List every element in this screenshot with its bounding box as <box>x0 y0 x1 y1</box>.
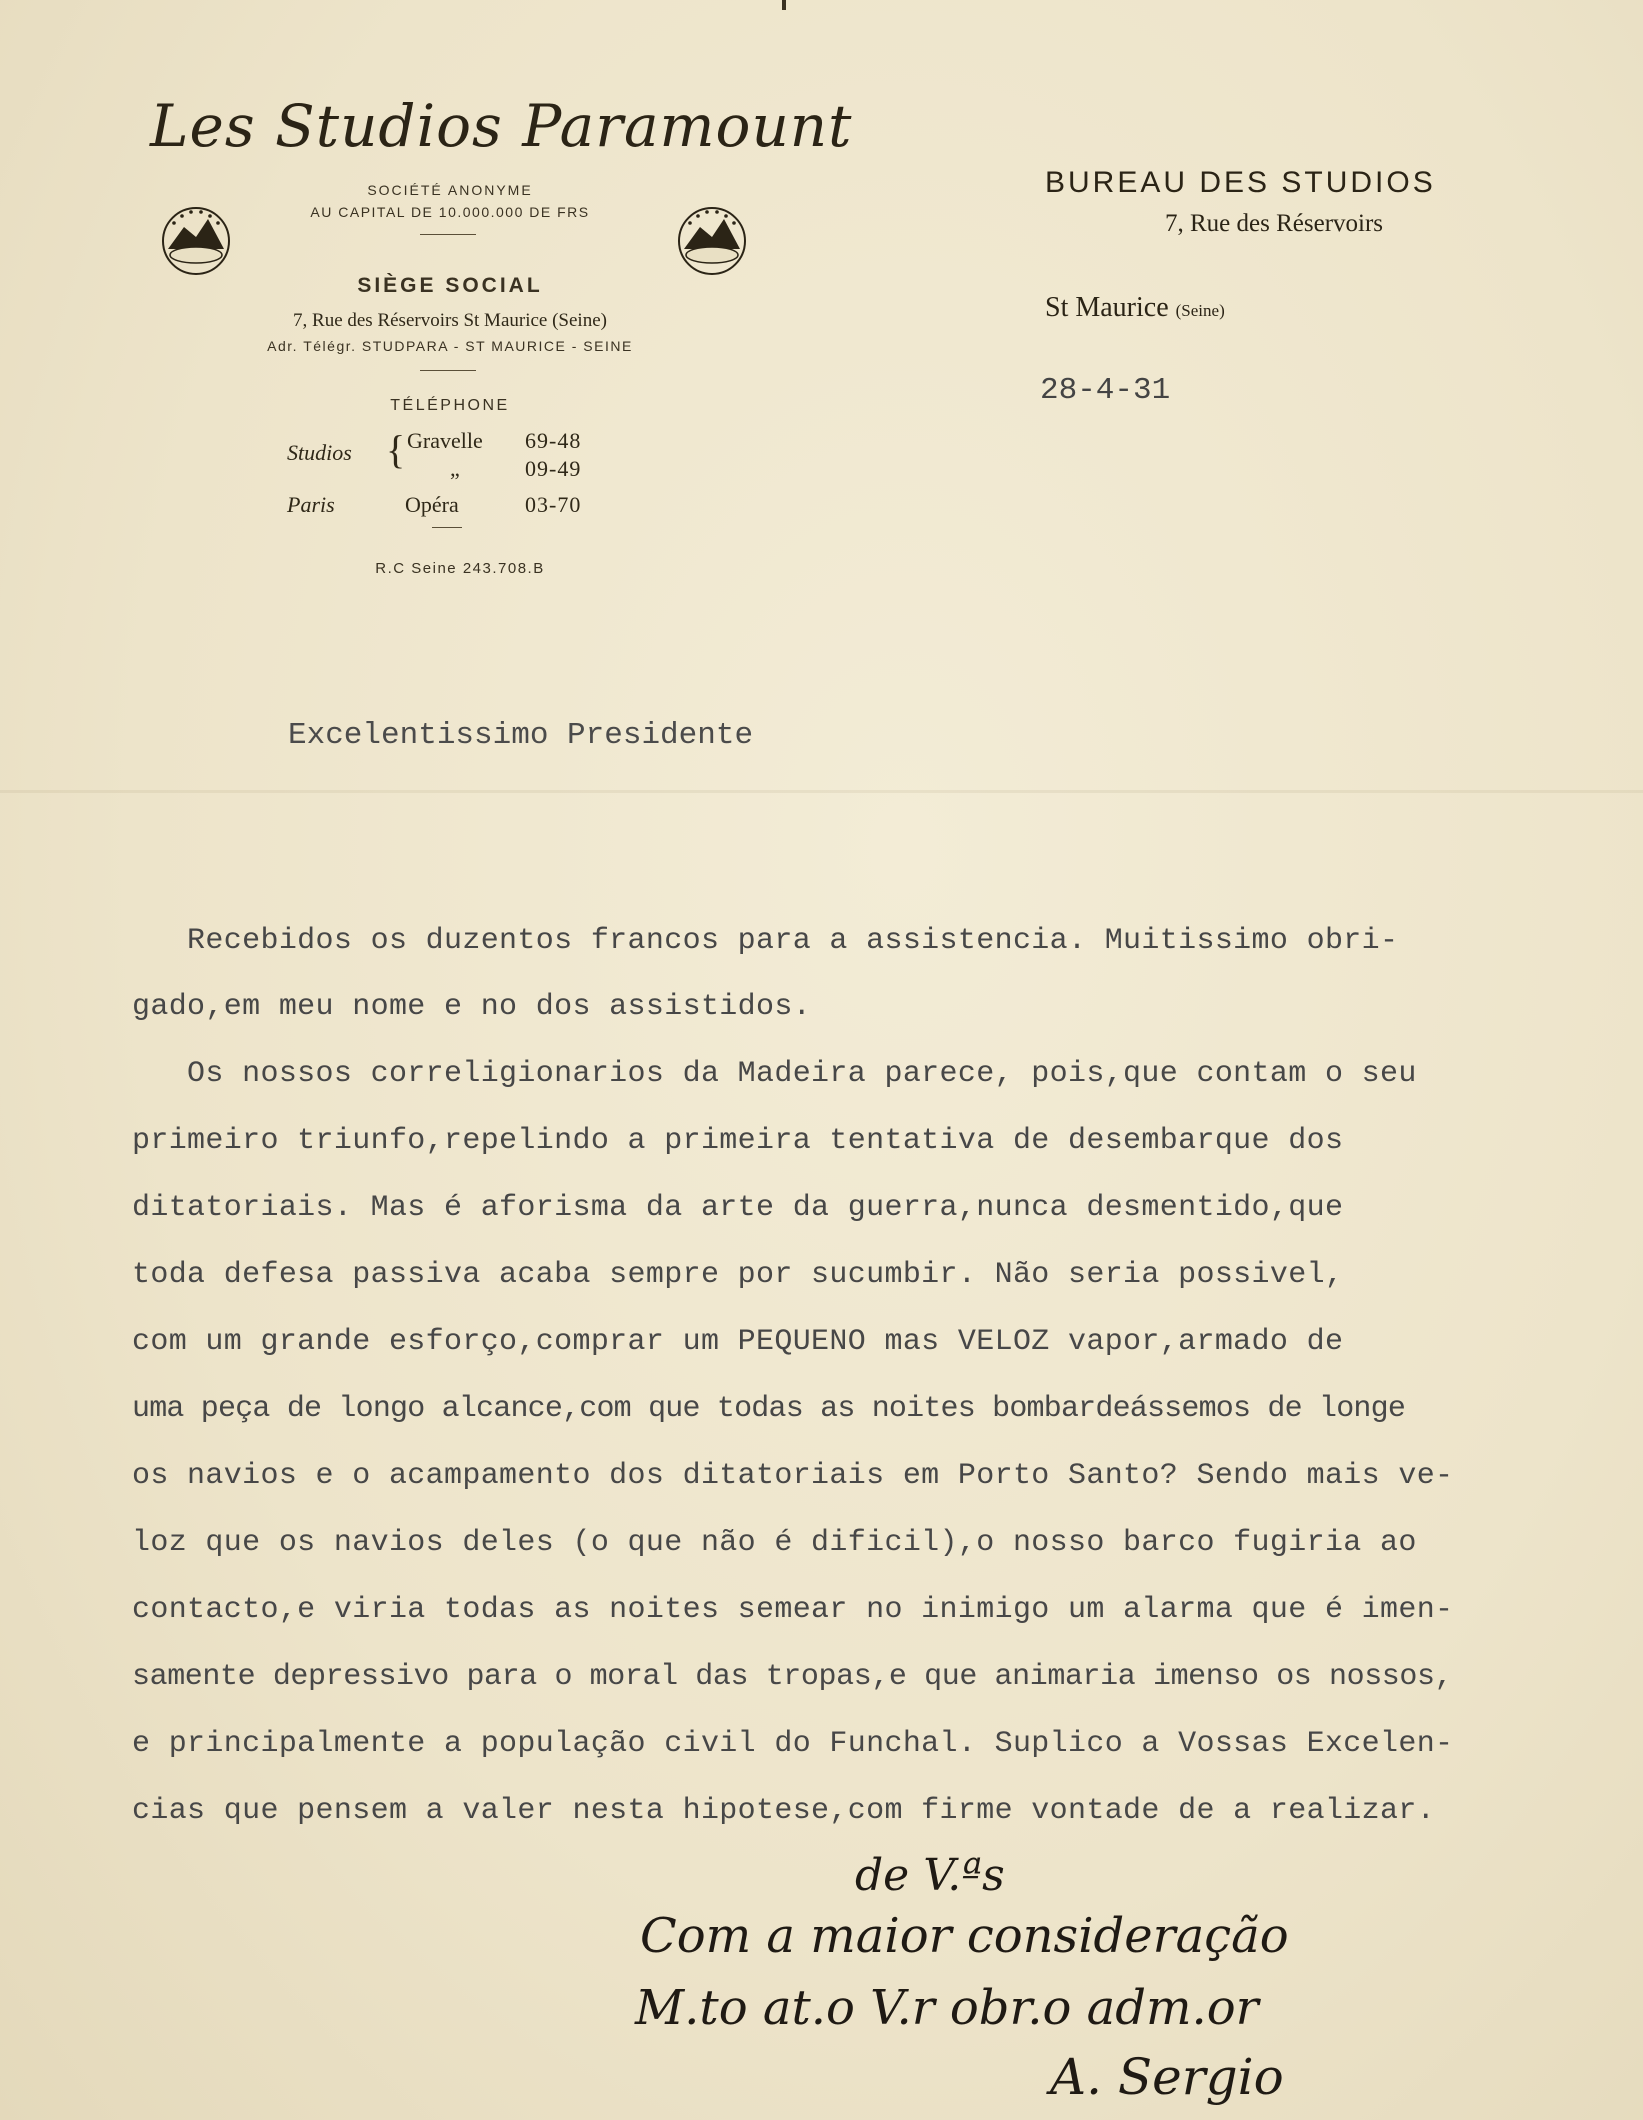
body-line: toda defesa passiva acaba sempre por sucumbir. Não seria possivel, <box>132 1258 1344 1292</box>
company-capital: AU CAPITAL DE 10.000.000 DE FRS <box>310 204 590 220</box>
body-line: os navios e o acampamento dos ditatoriais em Porto Santo? Sendo mais ve- <box>132 1459 1454 1493</box>
company-type: SOCIÉTÉ ANONYME <box>367 182 533 198</box>
telephone-title: TÉLÉPHONE <box>390 397 510 414</box>
body-line: e principalmente a população civil do Funchal. Suplico a Vossas Excelen- <box>132 1727 1454 1761</box>
body-line: Os nossos correligionarios da Madeira parece, pois,que contam o seu <box>132 1057 1417 1091</box>
phone-exchange-1: Gravelle <box>407 428 483 453</box>
closing-line-2: Com a maior consideração <box>640 1908 1289 1964</box>
phone-studios-label: Studios <box>287 440 352 465</box>
phone-brace: { <box>386 427 406 472</box>
city-department: (Seine) <box>1175 301 1225 320</box>
bureau-address: 7, Rue des Réservoirs <box>1165 210 1384 237</box>
body-line: samente depressivo para o moral das tropas,e que animaria imenso os nossos, <box>132 1660 1453 1694</box>
closing-line-1: de V.ªs <box>855 1850 1005 1901</box>
phone-exchange-3: Opéra <box>405 492 459 517</box>
closing-line-3: M.to at.o V.r obr.o adm.or <box>635 1980 1259 2036</box>
body-line: ditatoriais. Mas é aforisma da arte da guerra,nunca desmentido,que <box>132 1191 1344 1225</box>
siege-social-title: SIÈGE SOCIAL <box>357 274 543 297</box>
body-line: com um grande esforço,comprar um PEQUENO mas VELOZ vapor,armado de <box>132 1325 1344 1359</box>
phone-exchange-2: „ <box>450 456 460 481</box>
salutation: Excelentissimo Presidente <box>288 718 754 753</box>
body-line: Recebidos os duzentos francos para a assistencia. Muitissimo obri- <box>132 924 1399 958</box>
siege-address: 7, Rue des Réservoirs St Maurice (Seine) <box>293 310 607 331</box>
letter-body <box>132 0 1632 2120</box>
body-line: loz que os navios deles (o que não é dificil),o nosso barco fugiria ao <box>132 1526 1417 1560</box>
body-line: uma peça de longo alcance,com que todas as noites bombardeássemos de longe <box>132 1392 1406 1426</box>
phone-number-1: 69-48 <box>525 428 582 453</box>
phone-paris-label: Paris <box>287 492 335 517</box>
body-line: contacto,e viria todas as noites semear no inimigo um alarma que é imen- <box>132 1593 1454 1627</box>
body-line: cias que pensem a valer nesta hipotese,com firme vontade de a realizar. <box>132 1794 1436 1828</box>
telegram-address: Adr. Télégr. STUDPARA - ST MAURICE - SEINE <box>267 338 633 354</box>
signature-name: A. Sergio <box>1050 2048 1284 2106</box>
phone-number-2: 09-49 <box>525 456 582 481</box>
city-name: St Maurice <box>1045 292 1169 323</box>
trade-register: R.C Seine 243.708.B <box>375 560 545 577</box>
phone-number-3: 03-70 <box>525 492 582 517</box>
letter-date: 28-4-31 <box>1040 373 1171 408</box>
body-line: primeiro triunfo,repelindo a primeira tentativa de desembarque dos <box>132 1124 1344 1158</box>
body-line: gado,em meu nome e no dos assistidos. <box>132 990 812 1024</box>
bureau-title: BUREAU DES STUDIOS <box>1045 166 1436 199</box>
brand-logo-text: Les Studios Paramount <box>150 92 853 160</box>
